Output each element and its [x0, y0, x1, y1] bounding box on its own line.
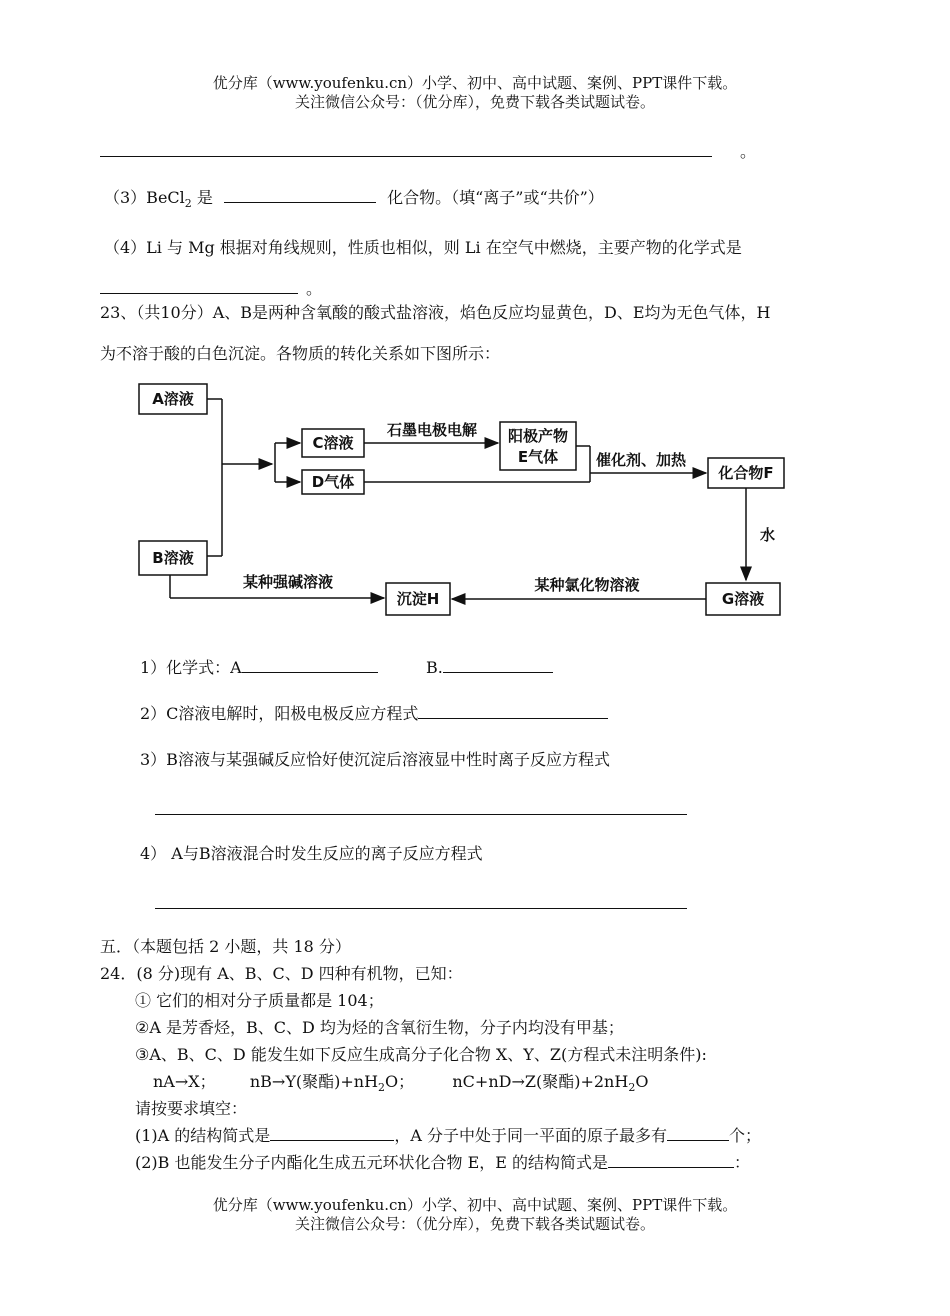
- q24-condition-2: ②A 是芳香烃，B、C、D 均为烃的含氧衍生物，分子内均没有甲基；: [135, 1018, 624, 1037]
- q23-p3-blank[interactable]: [155, 814, 687, 815]
- q24-eq2-sub: 2: [378, 1081, 386, 1095]
- question-4: （4）Li 与 Mg 根据对角线规则，性质也相似，则 Li 在空气中燃烧，主要产物的化学式是: [104, 238, 742, 257]
- q24-part-2: [135, 1153, 750, 1173]
- q24-eq3a: nC+nD→Z(聚酯)+2nH: [452, 1072, 629, 1091]
- q23-p1-a-blank[interactable]: [242, 658, 378, 673]
- node-g: G溶液: [721, 590, 765, 608]
- node-b: B溶液: [152, 549, 194, 567]
- q24-p2-blank[interactable]: [608, 1153, 734, 1168]
- q3-sub: 2: [184, 197, 192, 211]
- reaction-flow-diagram: [0, 370, 950, 640]
- answer-line: [100, 156, 712, 157]
- top-period: 。: [740, 142, 757, 161]
- q24-eq3b: O: [635, 1072, 649, 1091]
- q3-prefix: （3）BeCl: [104, 188, 185, 207]
- q24-eq2a: nB→Y(聚酯)+nH: [249, 1072, 379, 1091]
- q24-p1-blank-a[interactable]: [270, 1126, 394, 1141]
- section-5-heading: 五．（本题包括 2 小题，共 18 分）: [100, 937, 351, 956]
- footer-line-1: 优分库（www.youfenku.cn）小学、初中、高中试题、案例、PPT课件下载。: [212, 1196, 738, 1214]
- q24-eq1: nA→X；: [153, 1072, 216, 1091]
- q24-p1-label-c: 个；: [728, 1126, 761, 1145]
- question-3: [104, 188, 604, 214]
- node-d: D气体: [311, 473, 355, 491]
- q24-p1-label-a: (1)A 的结构简式是: [135, 1126, 271, 1145]
- q23-part-2: [140, 704, 608, 724]
- q4-end: 。: [306, 279, 323, 298]
- header-line-1: 优分库（www.youfenku.cn）小学、初中、高中试题、案例、PPT课件下载。: [212, 74, 738, 92]
- label-catalyst-heat: 催化剂、加热: [595, 451, 687, 469]
- q3-suffix: 化合物。（填“离子”或“共价”）: [387, 188, 604, 207]
- node-f: 化合物F: [718, 464, 774, 482]
- q23-p2-label: 2）C溶液电解时，阳极电极反应方程式: [140, 704, 419, 723]
- q24-fill-prompt: 请按要求填空：: [135, 1099, 248, 1118]
- q23-part-4: 4） A与B溶液混合时发生反应的离子反应方程式: [140, 844, 483, 863]
- q24-p1-blank-b[interactable]: [667, 1126, 729, 1141]
- q23-p1-b-label: B.: [425, 658, 443, 677]
- node-e-line2: E气体: [517, 448, 559, 466]
- q23-p2-blank[interactable]: [418, 704, 608, 719]
- q24-condition-3: ③A、B、C、D 能发生如下反应生成高分子化合物 X、Y、Z(方程式未注明条件):: [135, 1045, 707, 1064]
- footer-line-2: 关注微信公众号：（优分库），免费下载各类试题试卷。: [294, 1215, 655, 1233]
- node-a: A溶液: [152, 390, 194, 408]
- q24-eq3-sub: 2: [628, 1081, 636, 1095]
- q3-mid: 是: [196, 188, 213, 207]
- q3-blank[interactable]: [224, 188, 376, 203]
- q23-p4-blank[interactable]: [155, 908, 687, 909]
- q23-part-1: [140, 658, 553, 678]
- q24-eq2b: O；: [385, 1072, 415, 1091]
- q23-p1-b-blank[interactable]: [443, 658, 553, 673]
- q24-part-1: [135, 1126, 761, 1146]
- label-chloride-solution: 某种氯化物溶液: [534, 576, 640, 594]
- q24-condition-1: ① 它们的相对分子质量都是 104；: [135, 991, 384, 1010]
- node-c: C溶液: [312, 434, 354, 452]
- question-24-title: 24．(8 分)现有 A、B、C、D 四种有机物，已知：: [100, 964, 463, 983]
- label-electrolysis: 石墨电极电解: [386, 421, 478, 439]
- node-e-line1: 阳极产物: [507, 427, 569, 445]
- label-strong-base: 某种强碱溶液: [242, 573, 334, 591]
- header-line-2: 关注微信公众号：（优分库），免费下载各类试题试卷。: [294, 93, 655, 111]
- q23-p1-a-label: 1）化学式：A: [140, 658, 242, 677]
- q23-part-3: 3）B溶液与某强碱反应恰好使沉淀后溶液显中性时离子反应方程式: [140, 750, 610, 769]
- q24-p2-label-a: (2)B 也能发生分子内酯化生成五元环状化合物 E，E 的结构简式是: [135, 1153, 609, 1172]
- q24-equations: [153, 1072, 648, 1098]
- q24-p1-label-b: ，A 分子中处于同一平面的原子最多有: [394, 1126, 667, 1145]
- q4-blank[interactable]: [100, 293, 298, 294]
- q24-p2-label-b: ：: [734, 1153, 751, 1172]
- question-23-line-2: 为不溶于酸的白色沉淀。各物质的转化关系如下图所示：: [100, 344, 501, 363]
- question-23-line-1: 23、（共10分）A、B是两种含氧酸的酸式盐溶液，焰色反应均显黄色，D、E均为无色气体，H: [100, 303, 771, 322]
- node-h: 沉淀H: [396, 590, 440, 608]
- label-water: 水: [760, 526, 776, 544]
